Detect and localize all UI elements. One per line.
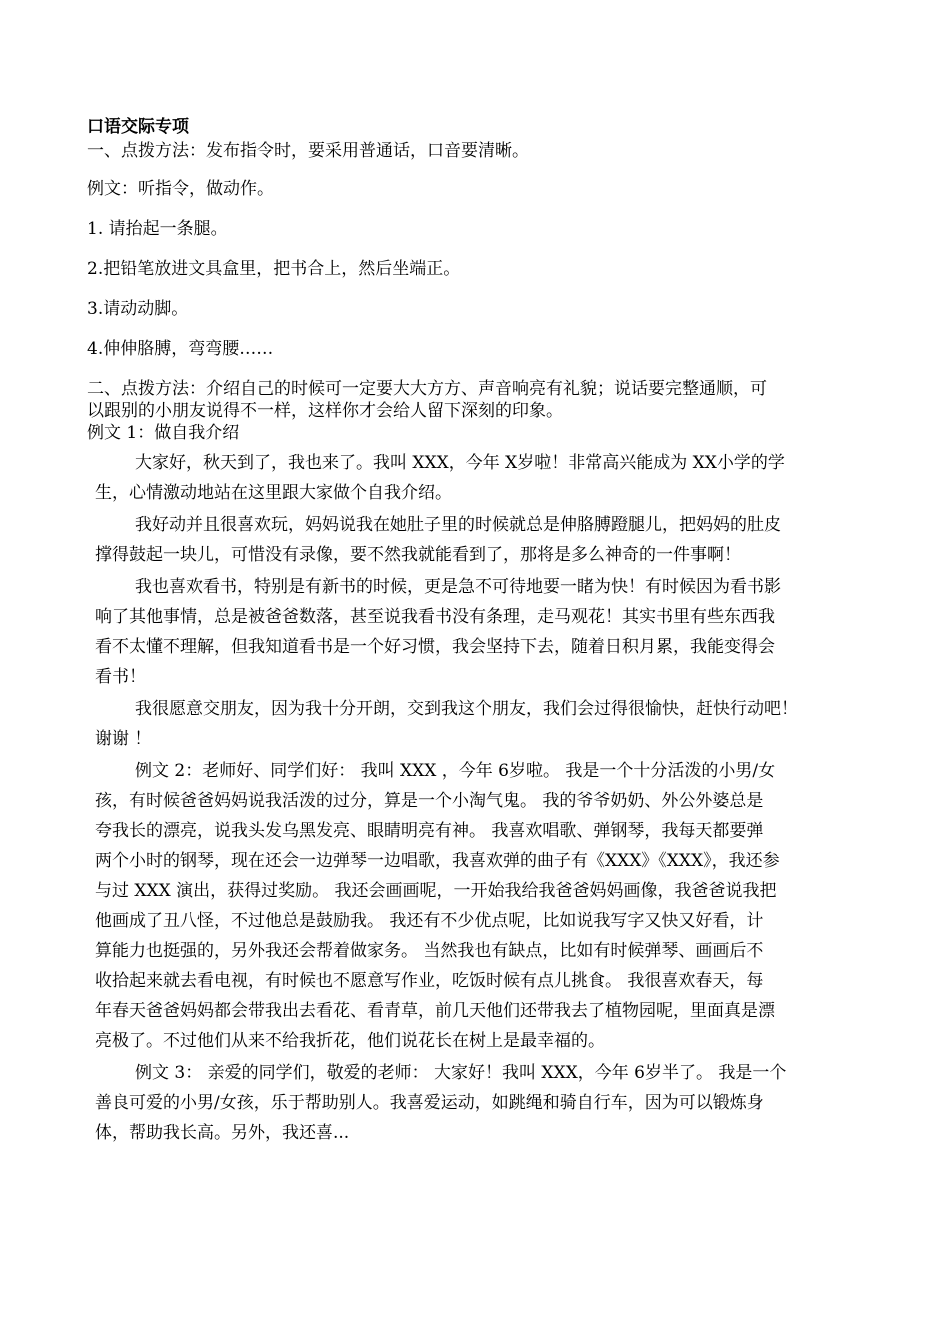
document-page [87, 116, 877, 1148]
paragraph-line: 孩，有时候爸爸妈妈说我活泼的过分，算是一个小淘气鬼。 我的爷爷奶奶、外公外婆总是 [95, 791, 764, 811]
paragraph-line: 例文 2：老师好、同学们好： 我叫 XXX ，今年 6岁啦。 我是一个十分活泼的小男/女 [135, 761, 776, 781]
paragraph-line: 夸我长的漂亮，说我头发乌黑发亮、眼睛明亮有神。 我喜欢唱歌、弹钢琴，我每天都要弹 [95, 821, 764, 841]
paragraph-line: 看不太懂不理解，但我知道看书是一个好习惯，我会坚持下去，随着日积月累，我能变得会 [95, 637, 775, 657]
example1-label: 例文 1：做自我介绍 [87, 423, 240, 443]
paragraph-line: 年春天爸爸妈妈都会带我出去看花、看青草，前几天他们还带我去了植物园呢，里面真是漂 [95, 1001, 775, 1021]
section2-heading-line: 二、点拨方法：介绍自己的时候可一定要大大方方、声音响亮有礼貌；说话要完整通顺，可 [87, 379, 767, 399]
paragraph-line: 我很愿意交朋友，因为我十分开朗，交到我这个朋友，我们会过得很愉快，赶快行动吧！ [135, 699, 798, 719]
paragraph-line: 看书！ [95, 667, 146, 687]
paragraph-line: 大家好，秋天到了，我也来了。我叫 XXX，今年 X岁啦！非常高兴能成为 XX小学的学 [135, 453, 785, 473]
section1-heading: 一、点拨方法：发布指令时，要采用普通话，口音要清晰。 [87, 141, 529, 161]
paragraph-line: 亮极了。不过他们从来不给我折花，他们说花长在树上是最幸福的。 [95, 1031, 605, 1051]
example1-body [87, 448, 877, 754]
paragraph-line: 与过 XXX 演出，获得过奖励。 我还会画画呢，一开始我给我爸爸妈妈画像，我爸爸说我把 [95, 881, 777, 901]
section1-item: 4.伸伸胳膊，弯弯腰…… [87, 339, 274, 359]
section1-item: 1. 请抬起一条腿。 [87, 219, 228, 239]
example2-body [87, 756, 877, 1056]
paragraph-line: 收拾起来就去看电视，有时候也不愿意写作业，吃饭时候有点儿挑食。 我很喜欢春天，每 [95, 971, 764, 991]
document-title: 口语交际专项 [87, 117, 189, 137]
section2-heading-line: 以跟别的小朋友说得不一样，这样你才会给人留下深刻的印象。 [87, 401, 563, 421]
paragraph-line: 例文 3： 亲爱的同学们，敬爱的老师： 大家好！我叫 XXX，今年 6岁半了。 我是一个 [135, 1063, 787, 1083]
section1-item: 2.把铅笔放进文具盒里，把书合上，然后坐端正。 [87, 259, 461, 279]
paragraph-line: 我也喜欢看书，特别是有新书的时候，更是急不可待地要一睹为快！有时候因为看书影 [135, 577, 781, 597]
paragraph-line: 谢谢 ！ [95, 729, 152, 749]
section1-item: 3.请动动脚。 [87, 299, 189, 319]
paragraph-line: 生，心情激动地站在这里跟大家做个自我介绍。 [95, 483, 452, 503]
section1-example-label: 例文：听指令，做动作。 [87, 179, 274, 199]
paragraph-line: 体，帮助我长高。另外，我还喜... [95, 1123, 350, 1143]
paragraph-line: 善良可爱的小男/女孩，乐于帮助别人。我喜爱运动，如跳绳和骑自行车，因为可以锻炼身 [95, 1093, 764, 1113]
paragraph-line: 算能力也挺强的，另外我还会帮着做家务。 当然我也有缺点，比如有时候弹琴、画画后不 [95, 941, 764, 961]
paragraph-line: 撑得鼓起一块儿，可惜没有录像，要不然我就能看到了，那将是多么神奇的一件事啊！ [95, 545, 741, 565]
paragraph-line: 两个小时的钢琴，现在还会一边弹琴一边唱歌，我喜欢弹的曲子有《XXX》《XXX》，我还参 [95, 851, 780, 871]
paragraph-line: 我好动并且很喜欢玩，妈妈说我在她肚子里的时候就总是伸胳膊蹬腿儿，把妈妈的肚皮 [135, 515, 781, 535]
paragraph-line: 响了其他事情，总是被爸爸数落，甚至说我看书没有条理，走马观花！其实书里有些东西我 [95, 607, 775, 627]
paragraph-line: 他画成了丑八怪，不过他总是鼓励我。 我还有不少优点呢，比如说我写字又快又好看，计 [95, 911, 764, 931]
example3-body [87, 1058, 877, 1148]
